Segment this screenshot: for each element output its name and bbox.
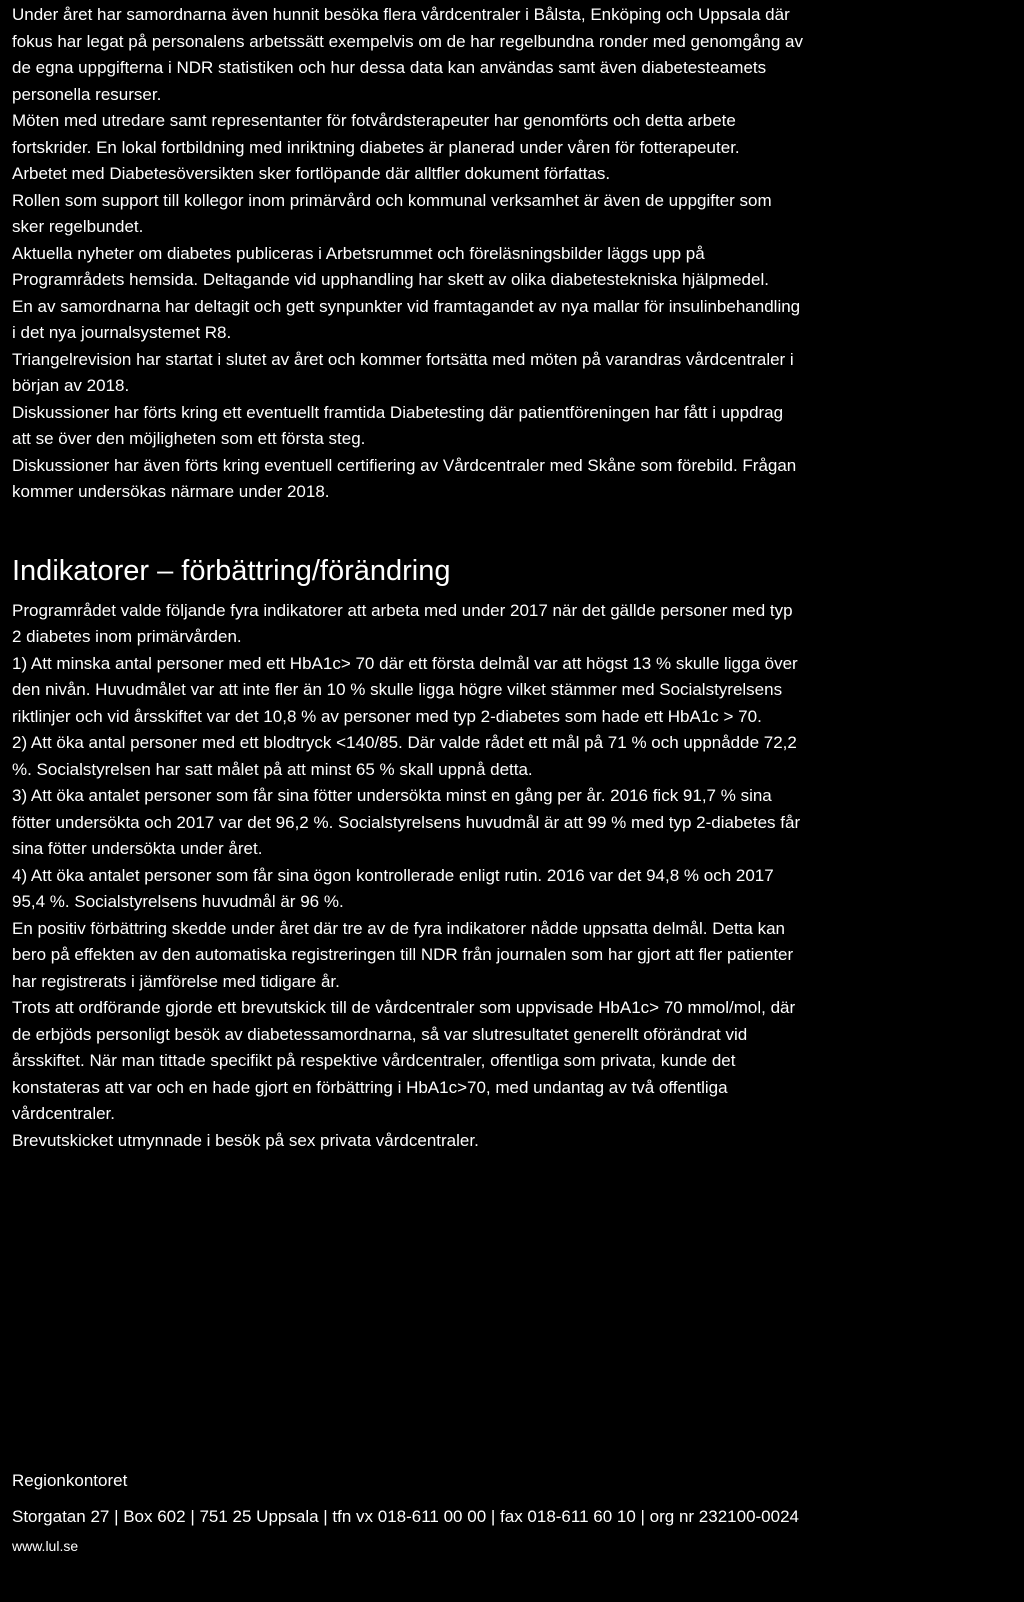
paragraph-news: Aktuella nyheter om diabetes publiceras i Arbetsrummet och föreläsningsbilder läggs upp på Programrådets hemsida. Deltagande vid upphandling har skett av olika diabetestekniska hjälpmedel. xyxy=(12,243,769,289)
paragraph-certification: Diskussioner har även förts kring eventuell certifiering av Vårdcentraler med Skåne som förebild. Frågan kommer undersökas närmare under 2018. xyxy=(12,455,797,501)
activities-text xyxy=(12,0,1012,506)
letter-result: Brevutskicket utmynnade i besök på sex privata vårdcentraler. xyxy=(12,1130,479,1150)
indicators-summary: En positiv förbättring skedde under året där tre av de fyra indikatorer nådde uppsatta delmål. Detta kan bero på effekten av den automatiska registreringen till NDR från journalen som har gjort att fler patienter har registrerats i jämförelse med tidigare år. xyxy=(12,918,794,991)
paragraph-journal-templates: En av samordnarna har deltagit och gett synpunkter vid framtagandet av nya mallar för insulinbehandling i det nya journalsystemet R8. xyxy=(12,296,801,342)
paragraph-diabetes-ting: Diskussioner har förts kring ett eventuellt framtida Diabetesting där patientföreningen har fått i uppdrag att se över den möjligheten som ett första steg. xyxy=(12,402,784,448)
paragraph-diabetes-overview: Arbetet med Diabetesöversikten sker fortlöpande där alltfler dokument författas. xyxy=(12,164,611,183)
indicators-intro: Programrådet valde följande fyra indikatorer att arbeta med under 2017 när det gällde personer med typ 2 diabetes inom primärvården. xyxy=(12,600,793,646)
paragraph-support-role: Rollen som support till kollegor inom primärvård och kommunal verksamhet är även de uppgifter som sker regelbundet. xyxy=(12,190,772,236)
page-footer xyxy=(12,1468,1012,1556)
indicator-2: 2) Att öka antal personer med ett blodtryck <140/85. Där valde rådet ett mål på 71 % och uppnådde 72,2 %. Socialstyrelsen har satt målet på att minst 65 % skall uppnå detta. xyxy=(12,733,797,779)
footer-address: Storgatan 27 | Box 602 | 751 25 Uppsala | tfn vx 018-611 00 00 | fax 018-611 60 10 | org nr 232100-0024 xyxy=(12,1507,800,1526)
section-heading: Indikatorer – förbättring/förändring xyxy=(12,554,451,587)
paragraph-triangle-revision: Triangelrevision har startat i slutet av året och kommer fortsätta med möten på varandras vårdcentraler i början av 2018. xyxy=(12,349,794,395)
paragraph-site-visits: Under året har samordnarna även hunnit besöka flera vårdcentraler i Bålsta, Enköping och Uppsala där fokus har legat på personalens arbetssätt exempelvis om de har regelbundna ronder med genomgång av de egna uppgifterna i NDR statistiken och hur dessa data kan användas samt även diabetesteamets personella resurser. xyxy=(12,5,803,104)
footer-organization: Regionkontoret xyxy=(12,1471,128,1490)
indicators-section xyxy=(12,554,1012,1155)
indicator-4: 4) Att öka antalet personer som får sina ögon kontrollerade enligt rutin. 2016 var det 94,8 % och 2017 95,4 %. Socialstyrelsens huvudmål är 96 %. xyxy=(12,865,774,911)
indicator-3: 3) Att öka antalet personer som får sina fötter undersökta minst en gång per år. 2016 fick 91,7 % sina fötter undersökta och 2017 var det 96,2 %. Socialstyrelsens huvudmål är att 99 % med typ 2-diabetes får sina fötter undersökta under året. xyxy=(12,786,801,858)
footer-website[interactable]: www.lul.se xyxy=(12,1538,79,1554)
paragraph-foot-care-meetings: Möten med utredare samt representanter för fotvårdsterapeuter har genomförts och detta arbete fortskrider. En lokal fortbildning med inriktning diabetes är planerad under våren för fotterapeuter. xyxy=(12,111,740,157)
letter-paragraph: Trots att ordförande gjorde ett brevutskick till de vårdcentraler som uppvisade HbA1c> 70 mmol/mol, där de erbjöds personligt besök av diabetessamordnarna, så var slutresultatet generellt oförändrat vid årsskiftet. När man tittade specifikt på respektive vårdcentraler, offentliga som privata, kunde det konstateras att var och en hade gjort en förbättring i HbA1c>70, med undantag av två offentliga vårdcentraler. xyxy=(12,998,796,1123)
indicator-1: 1) Att minska antal personer med ett HbA1c> 70 där ett första delmål var att högst 13 % skulle ligga över den nivån. Huvudmålet var att inte fler än 10 % skulle ligga högre vilket stämmer med Socialstyrelsens riktlinjer och vid årsskiftet var det 10,8 % av personer med typ 2-diabetes som hade ett HbA1c > 70. xyxy=(12,653,798,726)
